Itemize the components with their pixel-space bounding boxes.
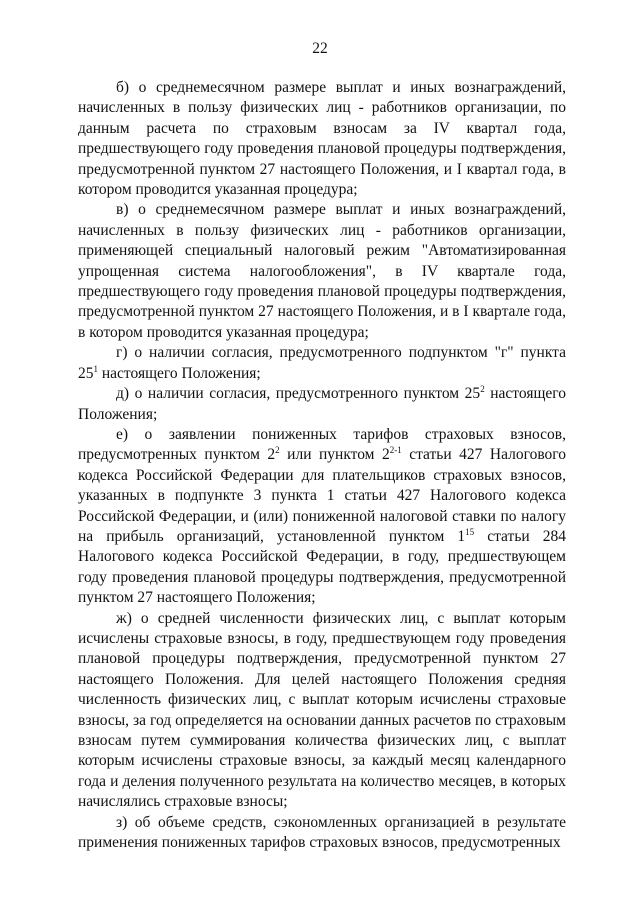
paragraph-z: з) об объеме средств, сэкономленных организацией в результате применения пониженных тарифов страховых взносов, предусмотренных [78,813,566,852]
paragraph-d-text-2: настоящего Положения; [78,385,567,423]
paragraph-g [78,343,566,384]
paragraph-e-text-1: е) о заявлении пониженных тарифов страховых взносов, предусмотренных пунктом 2 [78,425,566,464]
paragraph-g-text-2: настоящего Положения; [98,364,261,382]
paragraph-e-text-4: статьи 284 Налогового кодекса Российской Федерации, в году, предшествующем году проведения плановой процедуры подтверждения, предусмотренной пунктом 27 настоящего Положения; [78,527,566,607]
page-number: 22 [312,40,328,57]
paragraph-e-text-3: статьи 427 Налогового кодекса Российской Федерации для плательщиков страховых взносов, указанных в подпункте 3 пункта 1 статьи 427 Налогового кодекса Российской Федерации, и (или) пониженной налоговой ставки по налогу на прибыль организаций, установленной пунктом 1 [78,446,566,545]
paragraph-e-superscript-3: 15 [465,526,475,537]
paragraph-d-text-1: д) о наличии согласия, предусмотренного пунктом 25 [116,385,481,403]
document-body [78,78,566,853]
paragraph-v: в) о среднемесячном размере выплат и иных вознаграждений, начисленных в пользу физических лиц - работников организации, применяющей специальный налоговый режим "Автоматизированная упрощенная система налогообложения", в IV квартале года, предшествующего году проведения плановой процедуры подтверждения, предусмотренной пунктом 27 настоящего Положения, и в I квартале года, в котором проводится указанная процедура; [78,201,566,341]
paragraph-zh: ж) о средней численности физических лиц, с выплат которым исчислены страховые взносы, в году, предшествующем году проведения плановой процедуры подтверждения, предусмотренной пунктом 27 настоящего Положения. Для целей настоящего Положения средняя численность физических лиц, с выплат которым исчислены страховые взносы, за год определяется на основании данных расчетов по страховым взносам путем суммирования количества физических лиц, с выплат которым исчислены страховые взносы, за каждый месяц календарного года и деления полученного результата на количество месяцев, в которых начислялись страховые взносы; [78,609,566,811]
paragraph-g-text-1: г) о наличии согласия, предусмотренного подпунктом "г" пункта 25 [78,344,566,382]
paragraph-d-superscript-1: 2 [480,384,485,395]
paragraph-b: б) о среднемесячном размере выплат и иных вознаграждений, начисленных в пользу физических лиц - работников организации, по данным расчета по страховым взносам за IV квартал года, предшествующего году проведения плановой процедуры подтверждения, предусмотренной пунктом 27 настоящего Положения, и I квартал года, в котором проводится указанная процедура; [78,79,566,199]
paragraph-e-superscript-2: 2-1 [389,445,402,456]
paragraph-g-superscript-1: 1 [93,363,98,374]
paragraph-e [78,425,566,609]
paragraph-d [78,384,566,425]
paragraph-e-superscript-1: 2 [275,445,280,456]
paragraph-e-text-2: или пунктом 2 [279,446,390,464]
